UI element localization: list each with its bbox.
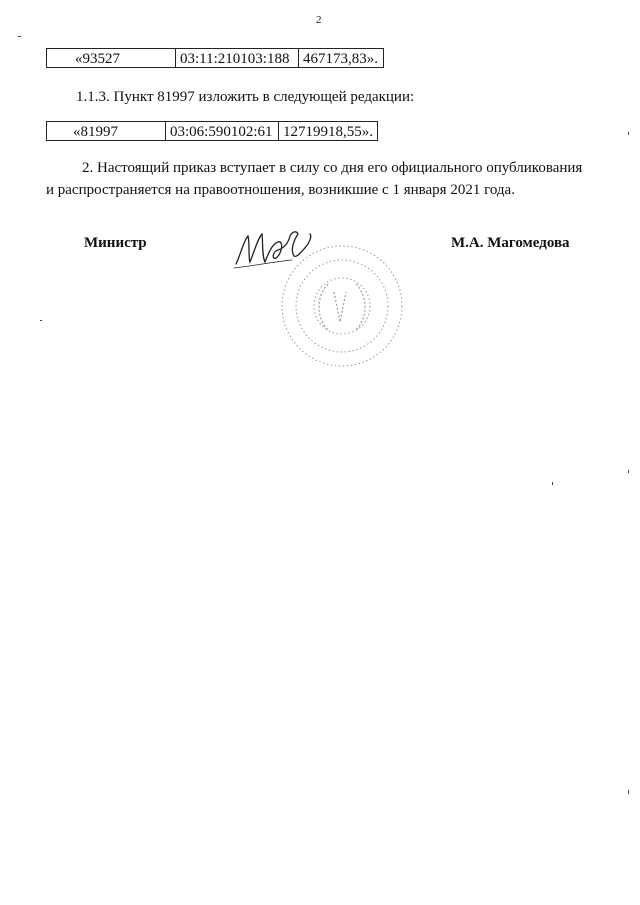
signatory-position: Министр [84, 235, 147, 251]
registry-table-2 [46, 121, 378, 141]
table-cell-value: 12719918,55». [279, 122, 378, 141]
paragraph-2-line-2: и распространяется на правоотношения, возникшие с 1 января 2021 года. [46, 182, 515, 198]
table-cell-item: «81997 [47, 122, 166, 141]
signatory-name: М.А. Магомедова [451, 235, 570, 251]
table-cell-cadastral-number: 03:06:590102:61 [166, 122, 279, 141]
scan-speck [552, 482, 553, 485]
scan-speck [628, 132, 629, 135]
official-seal-stamp [276, 236, 412, 376]
table-cell-cadastral-number: 03:11:210103:188 [176, 49, 299, 68]
item-1-1-3: 1.1.3. Пункт 81997 изложить в следующей редакции: [76, 89, 415, 105]
registry-table-1 [46, 48, 384, 68]
table-cell-item: «93527 [47, 49, 176, 68]
scan-speck [40, 320, 42, 321]
scan-speck [628, 470, 629, 473]
scan-speck [18, 36, 21, 37]
table-cell-value: 467173,83». [299, 49, 384, 68]
paragraph-2-line-1: 2. Настоящий приказ вступает в силу со дня его официального опубликования [82, 160, 583, 176]
page-number: 2 [316, 14, 322, 26]
table-row [47, 122, 378, 141]
scan-speck [628, 790, 629, 794]
table-row [47, 49, 384, 68]
